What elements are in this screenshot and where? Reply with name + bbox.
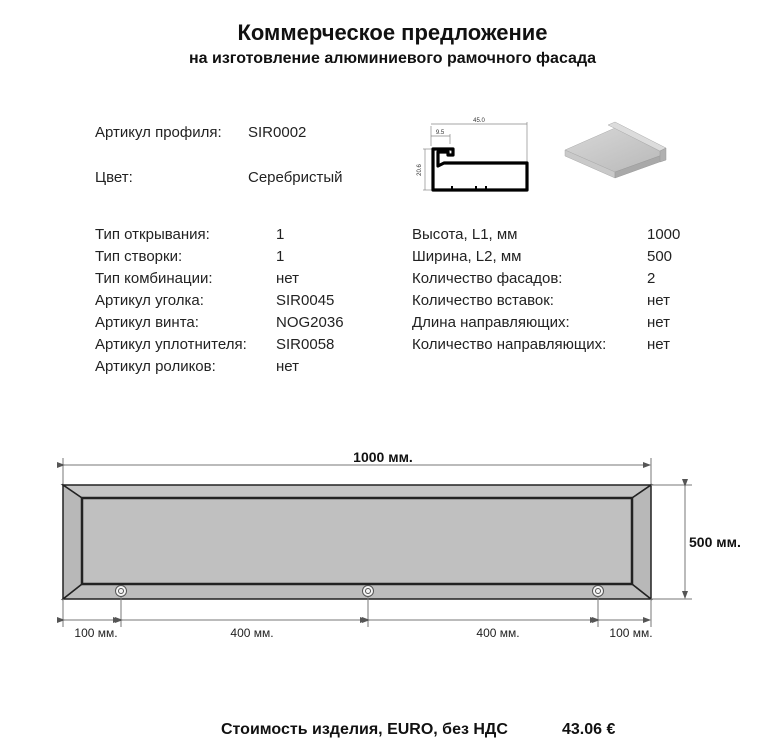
param-label: Артикул роликов: (95, 358, 216, 375)
profile-article-label: Артикул профиля: (95, 124, 222, 141)
param-label: Тип открывания: (95, 226, 210, 243)
spacing-label: 100 мм. (74, 626, 118, 640)
param-label: Высота, L1, мм (412, 226, 518, 243)
height-dim-text: 20.6 (417, 164, 423, 176)
height-dim-label: 500 мм. (689, 534, 741, 550)
param-label: Артикул уплотнителя: (95, 336, 247, 353)
price-label: Стоимость изделия, EURO, без НДС (221, 721, 508, 738)
lip-dim-text: 9.5 (435, 130, 445, 136)
profile-notch (451, 186, 453, 189)
param-label: Ширина, L2, мм (412, 248, 522, 265)
param-value: нет (276, 270, 299, 287)
param-label: Артикул винта: (95, 314, 199, 331)
frame-bottom-rail (63, 584, 651, 599)
color-label: Цвет: (95, 169, 133, 186)
param-value: 1 (276, 226, 285, 243)
frame-panel (82, 498, 632, 584)
spacing-label: 400 мм. (230, 626, 274, 640)
profile-3d-image (560, 120, 675, 180)
page-subtitle: на изготовление алюминиевого рамочного фасада (188, 50, 596, 67)
param-label: Длина направляющих: (412, 314, 570, 331)
param-value: SIR0058 (276, 336, 335, 353)
param-label: Тип комбинации: (95, 270, 213, 287)
profile-article-value: SIR0002 (248, 124, 307, 141)
frame-right-stile (632, 485, 651, 599)
param-value: 1 (276, 248, 285, 265)
facade-diagram (0, 430, 770, 645)
param-value: 1000 (647, 226, 681, 243)
spacing-label: 100 мм. (609, 626, 653, 640)
hinge-icon (116, 586, 127, 597)
width-dim-text: 45.0 (473, 118, 485, 124)
hinge-icon (593, 586, 604, 597)
profile-notch (485, 186, 487, 189)
param-value: нет (647, 336, 670, 353)
page-title: Коммерческое предложение (237, 20, 548, 45)
param-label: Артикул уголка: (95, 292, 204, 309)
param-value: нет (276, 358, 299, 375)
param-label: Количество вставок: (412, 292, 554, 309)
profile-outline (433, 149, 527, 190)
profile-section-drawing (415, 112, 535, 197)
param-value: нет (647, 314, 670, 331)
param-label: Количество направляющих: (412, 336, 607, 353)
param-value: SIR0045 (276, 292, 335, 309)
param-value: нет (647, 292, 670, 309)
param-value: NOG2036 (276, 314, 344, 331)
color-value: Серебристый (248, 169, 343, 186)
hinge-icon (363, 586, 374, 597)
price-value: 43.06 € (562, 721, 616, 738)
profile-notch (475, 186, 477, 189)
param-label: Тип створки: (95, 248, 183, 265)
param-value: 500 (647, 248, 673, 265)
param-label: Количество фасадов: (412, 270, 563, 287)
spacing-label: 400 мм. (476, 626, 520, 640)
width-dim-label: 1000 мм. (353, 449, 413, 465)
param-value: 2 (647, 270, 656, 287)
frame-top-rail (63, 485, 651, 498)
frame-left-stile (63, 485, 82, 599)
